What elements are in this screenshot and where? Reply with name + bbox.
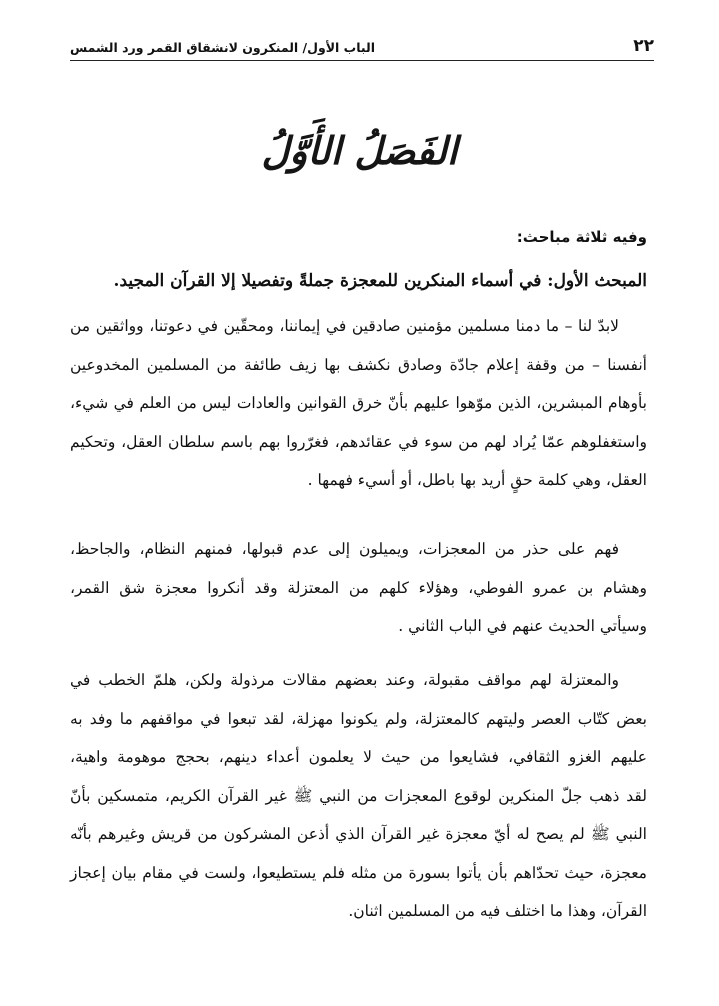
text-line: وهشام بن عمرو الفوطي، وهؤلاء كلهم من المعتزلة وقد أنكروا معجزة شق القمر،: [70, 578, 647, 597]
text-line: أنفسنا – من وقفة إعلام جادّة وصادق نكشف بها زيف طائفة من المسلمين المخدوعين: [70, 355, 647, 374]
text-line: بعض كتّاب العصر وليتهم كالمعتزلة، ولم يكونوا مهزلة، لقد تبعوا في مواقفهم ما وفد به: [70, 709, 647, 728]
paragraph-2: [70, 530, 647, 646]
text-line: معجزة، حيث تحدّاهم بأن يأتوا بسورة من مثله فلم يستطيعوا، ولست في مقام بيان إعجاز: [70, 863, 647, 882]
text-line: بأوهام المبشرين، الذين موّهوا عليهم بأنّ خرق القوانين والعادات ليس من العلم في شيء،: [70, 394, 647, 412]
text-line: القرآن، وهذا ما اختلف فيه من المسلمين اثنان.: [348, 902, 647, 920]
running-title: الباب الأول/ المنكرون لانشقاق القمر ورد الشمس: [70, 40, 376, 55]
text-line: فهم على حذر من المعجزات، ويميلون إلى عدم قبولها، فمنهم النظام، والجاحظ،: [70, 540, 619, 558]
text-line: واستغفلوهم عمّا يُراد لهم من سوء في عقائدهم، فغرّروا بهم باسم سلطان العقل، وتحكيم: [70, 432, 647, 451]
paragraph-3: [70, 661, 647, 931]
text-line: لابدّ لنا – ما دمنا مسلمين مؤمنين صادقين في إيماننا، ومحقّين في دعوتنا، وواثقين من: [70, 317, 619, 335]
text-line: وسيأتي الحديث عنهم في الباب الثاني .: [398, 617, 647, 635]
chapter-title: الفَصَلُ الأَوَّلُ: [261, 128, 458, 173]
section-heading: المبحث الأول: في أسماء المنكرين للمعجزة جملةً وتفصيلا إلا القرآن المجيد.: [113, 271, 647, 291]
text-line: العقل، وهي كلمة حقٍ أريد بها باطل، أو أسيء فهمها .: [307, 471, 647, 489]
page-number: ٢٢: [633, 36, 654, 56]
text-line: لقد ذهب جلّ المنكرين لوقوع المعجزات من النبي ﷺ غير القرآن الكريم، متمسكين بأنّ: [70, 786, 647, 805]
section-intro: وفيه ثلاثة مباحث:: [516, 228, 647, 246]
text-line: والمعتزلة لهم مواقف مقبولة، وعند بعضهم مقالات مرذولة ولكن، هلمّ الخطب في: [70, 671, 619, 689]
text-line: النبي ﷺ لم يصح له أيّ معجزة غير القرآن الذي أذعن المشركون من قريش وغيرهم بأنّه: [70, 825, 647, 843]
page-header: [70, 32, 654, 61]
text-line: عليهم الغزو الثقافي، فشايعوا من حيث لا يعلمون أعداء دينهم، بحجج موهومة واهية،: [70, 748, 647, 766]
paragraph-1: [70, 307, 647, 500]
